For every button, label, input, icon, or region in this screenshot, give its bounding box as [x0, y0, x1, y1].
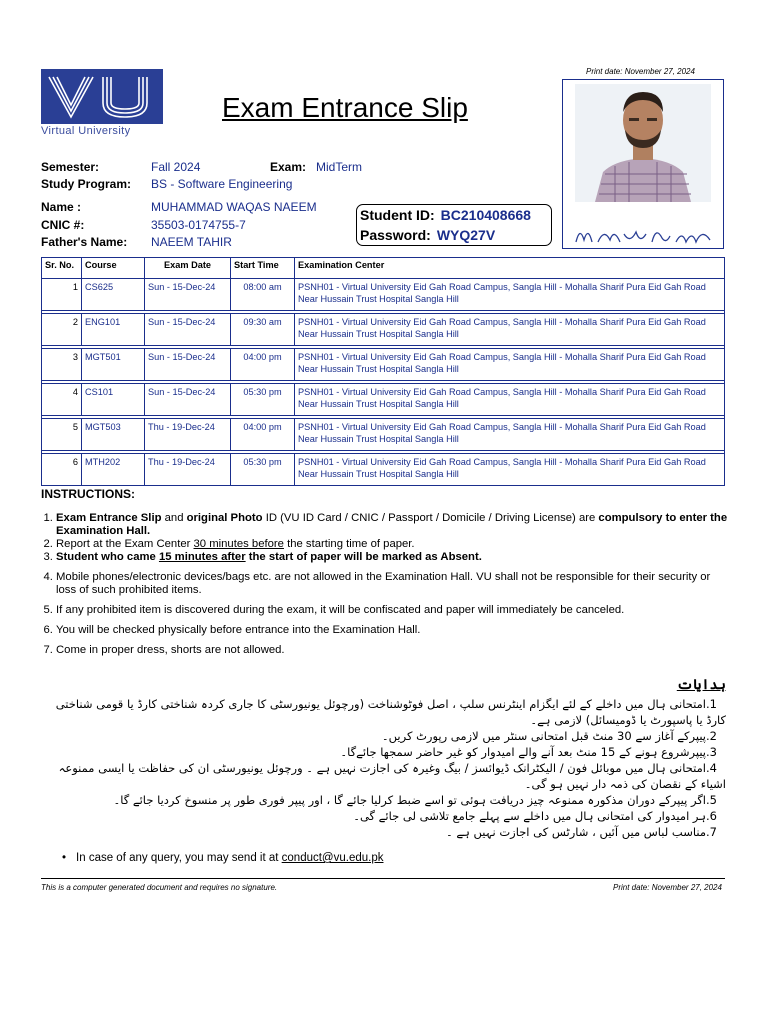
table-row: [42, 349, 725, 381]
cnic-value: 35503-0174755-7: [151, 218, 246, 232]
cell-time: 05:30 pm: [231, 384, 295, 416]
instruction-7: 7. Come in proper dress, shorts are not allowed.: [56, 644, 728, 657]
cell-course: CS625: [82, 279, 145, 311]
urdu-item-number: .2: [706, 729, 717, 743]
urdu-item-number: .7: [706, 825, 717, 839]
urdu-item-number: .5: [706, 793, 717, 807]
instr-2-text-1: Report at the Exam Center: [56, 538, 194, 550]
col-sr: Sr. No.: [42, 258, 82, 279]
cell-date: Sun - 15-Dec-24: [145, 314, 231, 346]
col-time: Start Time: [231, 258, 295, 279]
cell-center: PSNH01 - Virtual University Eid Gah Road Campus, Sangla Hill - Mohalla Sharif Pura Eid Gah Road Near Hussain Trust Hospital Sangla Hill: [295, 454, 725, 486]
cell-time: 08:00 am: [231, 279, 295, 311]
instruction-5: 5. If any prohibited item is discovered during the exam, it will be confiscated and paper will immediately be canceled.: [56, 604, 728, 617]
credentials-box: [356, 204, 552, 246]
instr-3-underline: 15 minutes after: [158, 551, 246, 563]
urdu-item: [36, 744, 726, 760]
query-text: In case of any query, you may send it at: [76, 852, 282, 864]
query-line: [62, 852, 383, 864]
cell-sr: 3: [42, 349, 82, 381]
program-value: BS - Software Engineering: [151, 177, 293, 191]
cell-time: 04:00 pm: [231, 349, 295, 381]
table-row: [42, 279, 725, 311]
exam-value: MidTerm: [316, 160, 363, 174]
urdu-item-text: پیپرشروع ہونے کے 15 منٹ بعد آنے والے امیدوار کو غیر حاضر سمجھا جائےگا۔: [340, 745, 706, 759]
exam-label: Exam:: [270, 160, 307, 174]
urdu-item-text: ہر امیدوار کی امتحانی ہال میں داخلے سے پہلے جامع تلاشی لی جائے گی۔: [353, 809, 706, 823]
cnic-label: CNIC #:: [41, 218, 85, 232]
cell-sr: 2: [42, 314, 82, 346]
program-label: Study Program:: [41, 177, 132, 191]
table-header-row: [42, 258, 725, 279]
student-id-row: [360, 207, 531, 223]
contact-email-link[interactable]: conduct@vu.edu.pk: [281, 852, 384, 864]
password-row: [360, 227, 495, 243]
urdu-item: [36, 792, 726, 808]
logo-subtitle: Virtual University: [41, 125, 131, 137]
cell-date: Sun - 15-Dec-24: [145, 349, 231, 381]
urdu-item-text: امتحانی ہال میں موبائل فون / الیکٹرانک ڈیوائسز / بیگ وغیرہ کی اجازت نہیں ہے ۔ ورچوئل یونیورسٹی ان کی حفاظت یا ایسی ممنوعہ اشیاء کے نقصان کی ذمہ دار نہیں ہو گی۔: [58, 761, 726, 791]
instr-3-bold-1: Student who came: [56, 551, 159, 563]
exam-schedule-table: [41, 257, 725, 486]
cell-time: 09:30 am: [231, 314, 295, 346]
footer-note: This is a computer generated document and requires no signature.: [41, 883, 278, 892]
name-value: MUHAMMAD WAQAS NAEEM: [151, 200, 317, 214]
cell-date: Thu - 19-Dec-24: [145, 419, 231, 451]
cell-time: 04:00 pm: [231, 419, 295, 451]
student-id-value: BC210408668: [440, 207, 531, 223]
cell-center: PSNH01 - Virtual University Eid Gah Road Campus, Sangla Hill - Mohalla Sharif Pura Eid Gah Road Near Hussain Trust Hospital Sangla Hill: [295, 349, 725, 381]
cell-date: Sun - 15-Dec-24: [145, 384, 231, 416]
instr-1-bold-3: compulsory to enter the Examination Hall.: [56, 512, 728, 537]
semester-label: Semester:: [41, 160, 100, 174]
col-center: Examination Center: [295, 258, 725, 279]
instruction-3: [56, 551, 728, 564]
cell-sr: 1: [42, 279, 82, 311]
instr-1-bold-1: Exam Entrance Slip: [56, 512, 162, 524]
col-course: Course: [82, 258, 145, 279]
cell-sr: 6: [42, 454, 82, 486]
name-label: Name :: [41, 200, 82, 214]
urdu-item: [36, 808, 726, 824]
cell-course: MGT501: [82, 349, 145, 381]
instr-1-text-1: and: [161, 512, 187, 524]
footer-divider: [41, 878, 725, 879]
instr-1-bold-2: original Photo: [186, 512, 263, 524]
signature: [570, 222, 720, 248]
table-row: [42, 454, 725, 486]
cell-course: CS101: [82, 384, 145, 416]
table-row: [42, 314, 725, 346]
father-label: Father's Name:: [41, 235, 128, 249]
urdu-item-text: پیپرکے آغاز سے 30 منٹ قبل امتحانی سنٹر میں لازمی رپورٹ کریں۔: [381, 729, 706, 743]
urdu-heading: ہدایات: [676, 676, 726, 692]
cell-center: PSNH01 - Virtual University Eid Gah Road Campus, Sangla Hill - Mohalla Sharif Pura Eid Gah Road Near Hussain Trust Hospital Sangla Hill: [295, 314, 725, 346]
table-row: [42, 419, 725, 451]
cell-date: Sun - 15-Dec-24: [145, 279, 231, 311]
urdu-item-text: مناسب لباس میں آئیں ، شارٹس کی اجازت نہیں ہے ۔: [445, 825, 706, 839]
urdu-item-number: .4: [706, 761, 717, 775]
table-row: [42, 384, 725, 416]
instruction-4: 4. Mobile phones/electronic devices/bags etc. are not allowed in the Examination Hall. VU shall not be responsible for their security or loss of such prohibited items.: [56, 571, 728, 597]
urdu-item-text: امتحانی ہال میں داخلے کے لئے ایگزام اینٹرنس سلپ ، اصل فوٹوشناخت (ورچوئل یونیورسٹی کا جاری کردہ شناختی کارڈ یا قومی شناختی کارڈ یا پاسپورٹ یا ڈومیسائل) لازمی ہے۔: [55, 697, 726, 727]
instruction-6: 6. You will be checked physically before entrance into the Examination Hall.: [56, 624, 728, 637]
vu-logo-mark: [41, 69, 163, 124]
page-title: Exam Entrance Slip: [222, 92, 468, 123]
cell-center: PSNH01 - Virtual University Eid Gah Road Campus, Sangla Hill - Mohalla Sharif Pura Eid Gah Road Near Hussain Trust Hospital Sangla Hill: [295, 419, 725, 451]
cell-course: MGT503: [82, 419, 145, 451]
password-label: Password:: [360, 227, 431, 243]
urdu-item: [36, 824, 726, 840]
urdu-instructions-list: [36, 696, 726, 840]
col-date: Exam Date: [145, 258, 231, 279]
urdu-item: [36, 760, 726, 792]
cell-course: ENG101: [82, 314, 145, 346]
print-date-bottom: Print date: November 27, 2024: [613, 883, 722, 892]
cell-center: PSNH01 - Virtual University Eid Gah Road Campus, Sangla Hill - Mohalla Sharif Pura Eid Gah Road Near Hussain Trust Hospital Sangla Hill: [295, 279, 725, 311]
instr-1-text-2: ID (VU ID Card / CNIC / Passport / Domicile / Driving License) are: [262, 512, 599, 524]
instr-2-underline: 30 minutes before: [193, 538, 284, 550]
vu-logo: [41, 69, 165, 139]
instr-2-text-2: the starting time of paper.: [283, 538, 415, 550]
urdu-item: [36, 728, 726, 744]
query-bullet: •: [62, 852, 67, 864]
instr-3-bold-2: the start of paper will be marked as Absent.: [245, 551, 482, 563]
urdu-item-number: .3: [706, 745, 717, 759]
cell-sr: 4: [42, 384, 82, 416]
father-value: NAEEM TAHIR: [151, 235, 232, 249]
semester-value: Fall 2024: [151, 160, 201, 174]
cell-date: Thu - 19-Dec-24: [145, 454, 231, 486]
cell-sr: 5: [42, 419, 82, 451]
instructions-heading: INSTRUCTIONS:: [41, 487, 135, 501]
urdu-item-number: .6: [706, 809, 717, 823]
instruction-1: [56, 512, 728, 538]
cell-center: PSNH01 - Virtual University Eid Gah Road Campus, Sangla Hill - Mohalla Sharif Pura Eid Gah Road Near Hussain Trust Hospital Sangla Hill: [295, 384, 725, 416]
urdu-item: [36, 696, 726, 728]
student-photo: [575, 84, 711, 202]
password-value: WYQ27V: [436, 227, 496, 243]
student-id-label: Student ID:: [360, 207, 435, 223]
instructions-list: [33, 512, 728, 657]
cell-time: 05:30 pm: [231, 454, 295, 486]
urdu-item-text: اگر پیپرکے دوران مذکورہ ممنوعہ چیز دریافت ہوئی تو اسے ضبط کرلیا جائے گا ، اور پیپر فوری طور پر منسوخ کردیا جائے گا۔: [113, 793, 706, 807]
instruction-2: [56, 538, 728, 551]
print-date-top: Print date: November 27, 2024: [586, 67, 695, 76]
urdu-item-number: .1: [706, 697, 717, 711]
cell-course: MTH202: [82, 454, 145, 486]
